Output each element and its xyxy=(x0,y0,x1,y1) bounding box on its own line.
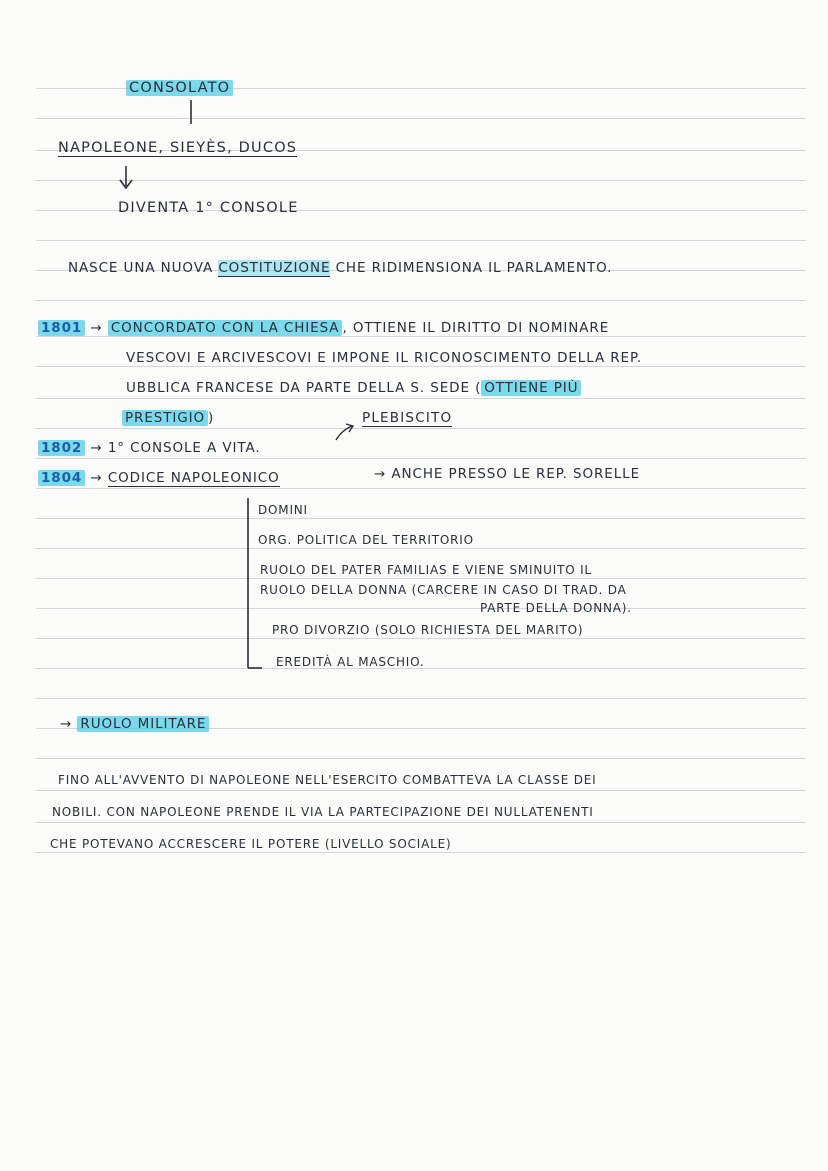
event-1801-line-4 xyxy=(122,408,214,428)
constitution-keyword: COSTITUZIONE xyxy=(218,260,331,276)
military-heading-line xyxy=(60,714,209,734)
becomes-line: DIVENTA 1° CONSOLE xyxy=(118,200,299,216)
code-item: PRO DIVORZIO (SOLO RICHIESTA DEL MARITO) xyxy=(272,623,584,637)
code-item: ORG. POLITICA DEL TERRITORIO xyxy=(258,533,474,547)
event-1801-line-1 xyxy=(38,318,609,338)
heading-consolato xyxy=(126,78,233,98)
consuls-line xyxy=(58,138,297,158)
event-1801-text-1: , OTTIENE IL DIRITTO DI NOMINARE xyxy=(342,320,610,336)
event-1801-text-4: ) xyxy=(208,410,215,426)
sister-republics-note xyxy=(374,464,640,484)
year-1802: 1802 xyxy=(38,440,85,456)
arrow-icon: → xyxy=(90,440,103,456)
event-1801-line-2: VESCOVI E ARCIVESCOVI E IMPONE IL RICONOSCIMENTO DELLA REP. xyxy=(126,350,643,366)
consuls-text: NAPOLEONE, SIEYÈS, DUCOS xyxy=(58,140,298,156)
code-item: RUOLO DEL PATER FAMILIAS E VIENE SMINUITO IL xyxy=(260,563,592,577)
arrow-icon: → xyxy=(90,470,103,486)
constitution-suffix: CHE RIDIMENSIONA IL PARLAMENTO. xyxy=(335,260,613,276)
year-1801: 1801 xyxy=(38,320,85,336)
event-1801-line-3 xyxy=(126,378,581,398)
arrow-icon: → xyxy=(374,466,387,482)
constitution-line xyxy=(68,258,612,278)
military-paragraph-line: CHE POTEVANO ACCRESCERE IL POTERE (LIVELLO SOCIALE) xyxy=(50,837,452,851)
codice-napoleonico: CODICE NAPOLEONICO xyxy=(107,470,280,486)
concordato-highlight: CONCORDATO CON LA CHIESA xyxy=(108,320,343,336)
arrow-icon: → xyxy=(60,716,73,732)
military-paragraph-line: FINO ALL'AVVENTO DI NAPOLEONE NELL'ESERCITO COMBATTEVA LA CLASSE DEI xyxy=(58,773,597,787)
event-1802-text: 1° CONSOLE A VITA. xyxy=(107,440,261,456)
military-heading: RUOLO MILITARE xyxy=(77,716,209,732)
event-1801-text-3: UBBLICA FRANCESE DA PARTE DELLA S. SEDE ( xyxy=(126,380,482,396)
military-paragraph-line: NOBILI. CON NAPOLEONE PRENDE IL VIA LA PARTECIPAZIONE DEI NULLATENENTI xyxy=(52,805,594,819)
event-1802-line xyxy=(38,438,261,458)
prestigio-highlight-2: PRESTIGIO xyxy=(122,410,208,426)
event-1804-line xyxy=(38,468,280,488)
code-item: DOMINI xyxy=(258,503,308,517)
plebiscito-text: PLEBISCITO xyxy=(362,410,453,426)
code-item: RUOLO DELLA DONNA (CARCERE IN CASO DI TRAD. DA xyxy=(260,583,627,597)
code-item: PARTE DELLA DONNA). xyxy=(480,601,632,615)
arrow-icon: → xyxy=(90,320,103,336)
heading-highlight: CONSOLATO xyxy=(126,80,233,96)
code-item: EREDITÀ AL MASCHIO. xyxy=(276,655,425,669)
sister-republics-text: ANCHE PRESSO LE REP. SORELLE xyxy=(391,466,641,482)
constitution-prefix: NASCE UNA NUOVA xyxy=(68,260,214,276)
plebiscito-note xyxy=(362,408,452,428)
year-1804: 1804 xyxy=(38,470,85,486)
prestigio-highlight-1: OTTIENE PIÙ xyxy=(481,380,581,396)
